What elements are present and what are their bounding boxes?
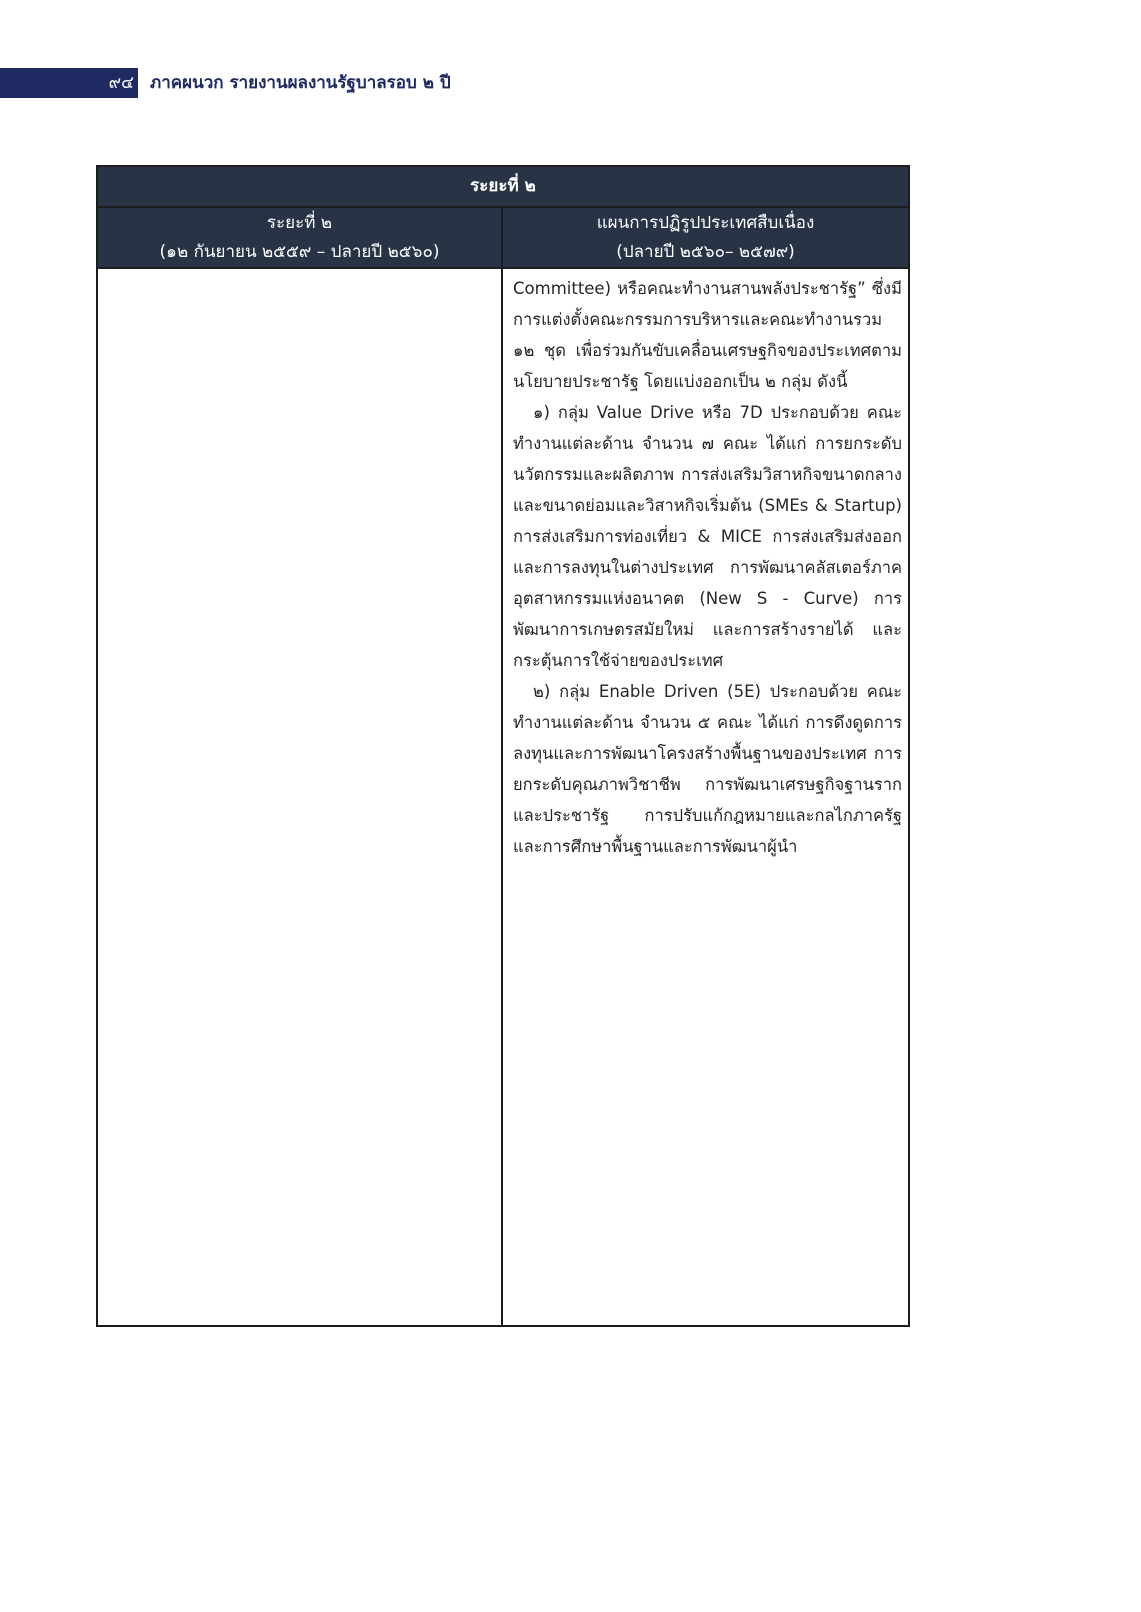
right-column-header — [503, 208, 908, 267]
left-header-line2: (๑๒ กันยายน ๒๕๕๙ – ปลายปี ๒๕๖๐) — [159, 242, 440, 262]
paragraph-value-drive: ๑) กลุ่ม Value Drive หรือ 7D ประกอบด้วย คณะทำงานแต่ละด้าน จำนวน ๗ คณะ ได้แก่ การยกระดับนวัตกรรมและผลิตภาพ การส่งเสริมวิสาหกิจขนาดกลางและขนาดย่อมและวิสาหกิจเริ่มต้น (SMEs & Startup) การส่งเสริมการท่องเที่ยว & MICE การส่งเสริมส่งออกและการลงทุนในต่างประเทศ การพัฒนาคลัสเตอร์ภาคอุตสาหกรรมแห่งอนาคต (New S - Curve) การพัฒนาการเกษตรสมัยใหม่ และการสร้างรายได้ และกระตุ้นการใช้จ่ายของประเทศ — [513, 403, 902, 670]
table-row — [98, 269, 908, 1325]
column-headers — [98, 208, 908, 269]
paragraph-committee: Committee) หรือคณะทำงานสานพลังประชารัฐ” ซึ่งมีการแต่งตั้งคณะกรรมการบริหารและคณะทำงานรวม ๑๒ ชุด เพื่อร่วมกันขับเคลื่อนเศรษฐกิจของประเทศตามนโยบายประชารัฐ โดยแบ่งออกเป็น ๒ กลุ่ม ดังนี้ — [513, 279, 902, 391]
left-cell-empty — [98, 269, 503, 1325]
left-header-line1: ระยะที่ ๒ — [266, 213, 333, 233]
reform-table — [96, 165, 910, 1327]
right-cell — [503, 269, 908, 1325]
right-header-line1: แผนการปฏิรูปประเทศสืบเนื่อง — [596, 213, 815, 233]
right-header-line2: (ปลายปี ๒๕๖๐– ๒๕๗๙) — [616, 242, 795, 262]
paragraph-enable-driven: ๒) กลุ่ม Enable Driven (5E) ประกอบด้วย คณะทำงานแต่ละด้าน จำนวน ๕ คณะ ได้แก่ การดึงดูดการลงทุนและการพัฒนาโครงสร้างพื้นฐานของประเทศ การยกระดับคุณภาพวิชาชีพ การพัฒนาเศรษฐกิจฐานรากและประชารัฐ การปรับแก้กฎหมายและกลไกภาครัฐ และการศึกษาพื้นฐานและการพัฒนาผู้นำ — [513, 682, 902, 856]
page-number: ๙๔ — [108, 73, 134, 93]
left-column-header — [98, 208, 503, 267]
table-title: ระยะที่ ๒ — [98, 167, 908, 208]
running-title: ภาคผนวก รายงานผลงานรัฐบาลรอบ ๒ ปี — [150, 73, 451, 93]
